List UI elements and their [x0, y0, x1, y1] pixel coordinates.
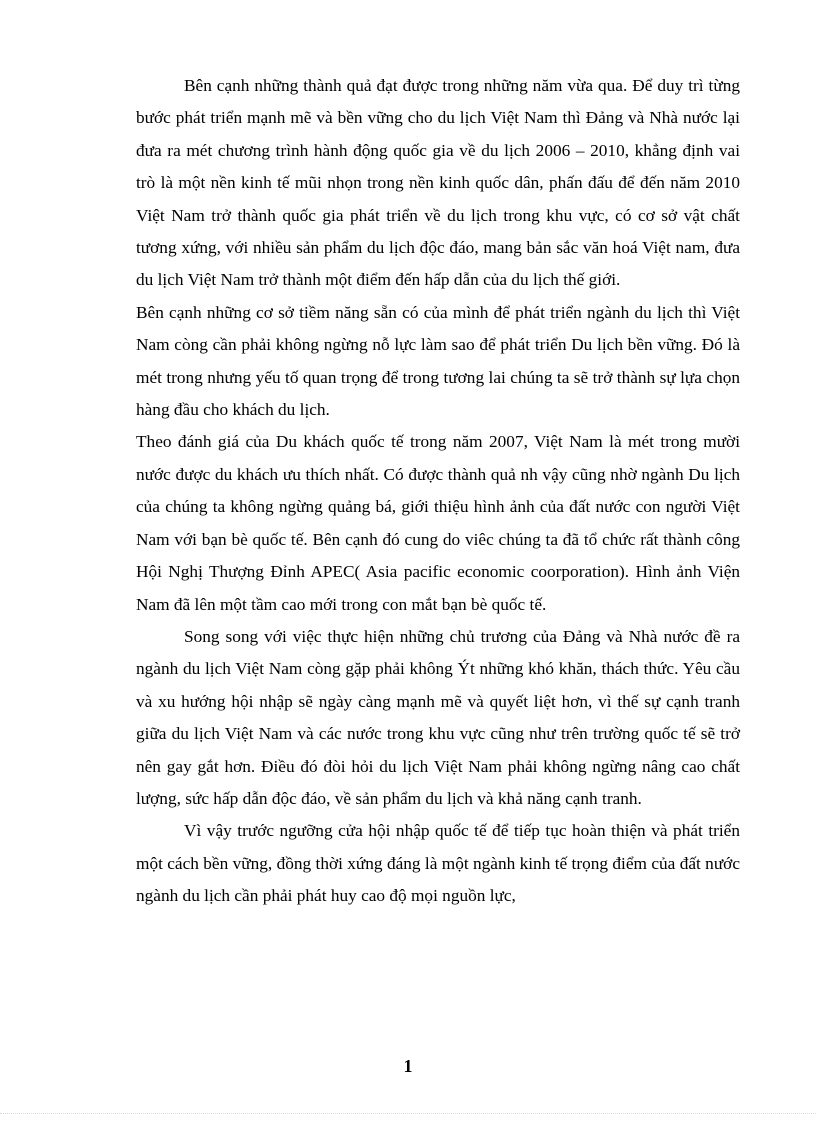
paragraph-3: Theo đánh giá của Du khách quốc tế trong năm 2007, Việt Nam là mét trong mười nước được du khách ưu thích nhất. Có được thành quả nh vậy cũng nhờ ngành Du lịch của chúng ta không ngừng quảng bá, giới thiệu hình ảnh của đất nước con người Việt Nam với bạn bè quốc tế. Bên cạnh đó cung do viêc chúng ta đã tổ chức rất thành công Hội Nghị Thượng Đỉnh APEC( Asia pacific economic coorporation). Hình ảnh Viện Nam đã lên một tầm cao mới trong con mắt bạn bè quốc tế.: [136, 432, 740, 614]
paragraph-4: Song song với việc thực hiện những chủ trương của Đảng và Nhà nước đề ra ngành du lịch Việt Nam còng gặp phải không Ýt những khó khăn, thách thức. Yêu cầu và xu hướng hội nhập sẽ ngày càng mạnh mẽ và quyết liệt hơn, vì thế sự cạnh tranh giữa du lịch Việt Nam và các nước trong khu vực cũng như trên trường quốc tế sẽ trở nên gay gắt hơn. Điều đó đòi hỏi du lịch Việt Nam phải không ngừng nâng cao chất lượng, sức hấp dẫn độc đáo, về sản phẩm du lịch và khả năng cạnh tranh.: [136, 626, 740, 808]
page-bottom-divider: [0, 1113, 816, 1114]
page-number: 1: [403, 1056, 413, 1076]
paragraph-5: Vì vậy trước ngưỡng cửa hội nhập quốc tế để tiếp tục hoàn thiện và phát triển một cách bền vững, đồng thời xứng đáng là một ngành kinh tế trọng điểm của đất nước ngành du lịch cần phải phát huy cao độ mọi nguồn lực,: [136, 821, 740, 906]
paragraph-1: Bên cạnh những thành quả đạt được trong những năm vừa qua. Để duy trì từng bước phát triển mạnh mẽ và bền vững cho du lịch Việt Nam thì Đảng và Nhà nước lại đưa ra mét chương trình hành động quốc gia về du lịch 2006 – 2010, khẳng định vai trò là một nền kinh tế mũi nhọn trong nền kinh quốc dân, phấn đấu để đến năm 2010 Việt Nam trở thành quốc gia phát triển về du lịch trong khu vực, có cơ sở vật chất tương xứng, với nhiều sản phẩm du lịch độc đáo, mang bản sắc văn hoá Việt nam, đưa du lịch Việt Nam trở thành một điểm đến hấp dẫn của du lịch thế giới.: [136, 76, 740, 290]
document-body: [136, 70, 740, 913]
paragraph-2: Bên cạnh những cơ sở tiềm năng sẵn có của mình để phát triển ngành du lịch thì Việt Nam còng cần phải không ngừng nỗ lực làm sao để phát triển Du lịch bền vững. Đó là mét trong nhưng yếu tố quan trọng để trong tương lai chúng ta sẽ trở thành sự lựa chọn hàng đầu cho khách du lịch.: [136, 302, 740, 420]
